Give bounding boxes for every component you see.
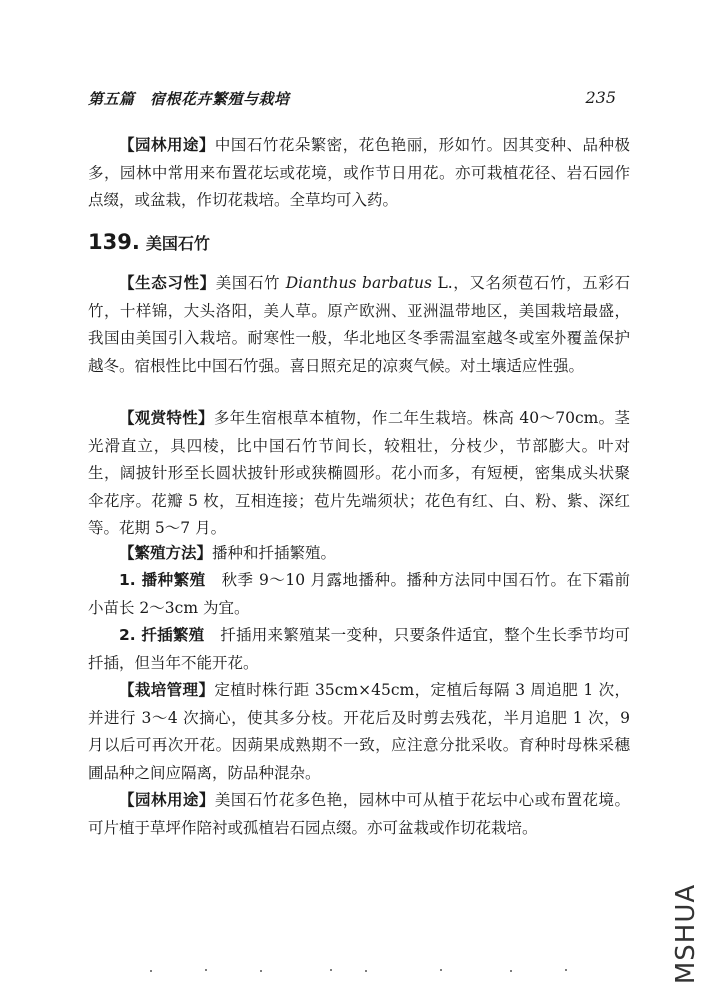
paragraph-cultivation bbox=[88, 677, 630, 787]
paragraph-text: 定植时株行距 35cm×45cm，定植后每隔 3 周追肥 1 次，并进行 3～4 次摘心，使其多分枝。开花后及时剪去残花，半月追肥 1 次，9 月以后可再次开花。因蒴果成熟期不一致，应注意分批采收。育种时母株采穗圃品种之间应隔离，防品种混杂。 bbox=[88, 681, 630, 782]
paragraph-label: 【园林用途】 bbox=[119, 136, 215, 154]
speck bbox=[260, 970, 262, 972]
page-number: 235 bbox=[585, 88, 616, 107]
scan-specks bbox=[150, 968, 570, 974]
latin-name: Dianthus barbatus bbox=[285, 274, 432, 292]
speck bbox=[440, 969, 442, 971]
paragraph-ecology bbox=[88, 270, 630, 380]
speck bbox=[150, 970, 152, 972]
paragraph-label: 【繁殖方法】 bbox=[119, 544, 213, 562]
paragraph-text: 美国石竹 bbox=[215, 274, 286, 292]
paragraph-label: 【园林用途】 bbox=[119, 791, 215, 809]
paragraph-propagation bbox=[88, 540, 630, 568]
paragraph-text: 多年生宿根草本植物，作二年生栽培。株高 40～70cm。茎光滑直立，具四棱，比中国石竹节间长，较粗壮，分枝少，节部膨大。叶对生，阔披针形至长圆状披针形或狭椭圆形。花小而多，有短梗，密集成头状聚伞花序。花瓣 5 枚，互相连接；苞片先端须状；花色有红、白、粉、紫、深红等。花期 5～7 月。 bbox=[88, 409, 630, 537]
paragraph-text: 秋季 9～10 月露地播种。播种方法同中国石竹。在下霜前小苗长 2～3cm 为宜。 bbox=[88, 571, 630, 617]
paragraph-label: 【观赏特性】 bbox=[119, 409, 214, 427]
watermark bbox=[668, 875, 704, 993]
paragraph-label: 【栽培管理】 bbox=[119, 681, 215, 699]
speck bbox=[365, 970, 367, 972]
speck bbox=[565, 969, 567, 971]
running-head bbox=[88, 88, 616, 112]
section-number: 139. bbox=[88, 230, 140, 254]
paragraph-garden-use bbox=[88, 787, 630, 842]
speck bbox=[510, 970, 512, 972]
paragraph-text: 播种和扦插繁殖。 bbox=[212, 544, 337, 562]
paragraph-ornamental bbox=[88, 405, 630, 543]
paragraph-text: 扦插用来繁殖某一变种，只要条件适宜，整个生长季节均可扦插，但当年不能开花。 bbox=[88, 626, 630, 672]
paragraph-text: 中国石竹花朵繁密，花色艳丽，形如竹。因其变种、品种极多，园林中常用来布置花坛或花境，或作节日用花。亦可栽植花径、岩石园作点缀，或盆栽，作切花栽培。全草均可入药。 bbox=[88, 136, 630, 209]
section-name: 美国石竹 bbox=[145, 234, 210, 253]
paragraph-cutting bbox=[88, 622, 630, 677]
watermark-text: MSHUA bbox=[671, 883, 701, 985]
paragraph-label: 2. 扦插繁殖 bbox=[119, 626, 205, 644]
paragraph-label: 【生态习性】 bbox=[119, 274, 216, 292]
speck bbox=[330, 969, 332, 971]
running-title: 第五篇 宿根花卉繁殖与栽培 bbox=[88, 90, 290, 108]
paragraph-text: 美国石竹花多色艳，园林中可从植于花坛中心或布置花境。可片植于草坪作陪衬或孤植岩石园点缀。亦可盆栽或作切花栽培。 bbox=[88, 791, 630, 837]
paragraph-sowing bbox=[88, 567, 630, 622]
paragraph-text: L.，又名须苞石竹，五彩石竹，十样锦，大头洛阳，美人草。原产欧洲、亚洲温带地区，美国栽培最盛，我国由美国引入栽培。耐寒性一般，华北地区冬季需温室越冬或室外覆盖保护越冬。宿根性比中国石竹强。喜日照充足的凉爽气候。对土壤适应性强。 bbox=[88, 274, 630, 375]
paragraph-prev-garden-use bbox=[88, 132, 630, 215]
section-heading bbox=[88, 230, 210, 254]
speck bbox=[205, 969, 207, 971]
paragraph-label: 1. 播种繁殖 bbox=[119, 571, 206, 589]
